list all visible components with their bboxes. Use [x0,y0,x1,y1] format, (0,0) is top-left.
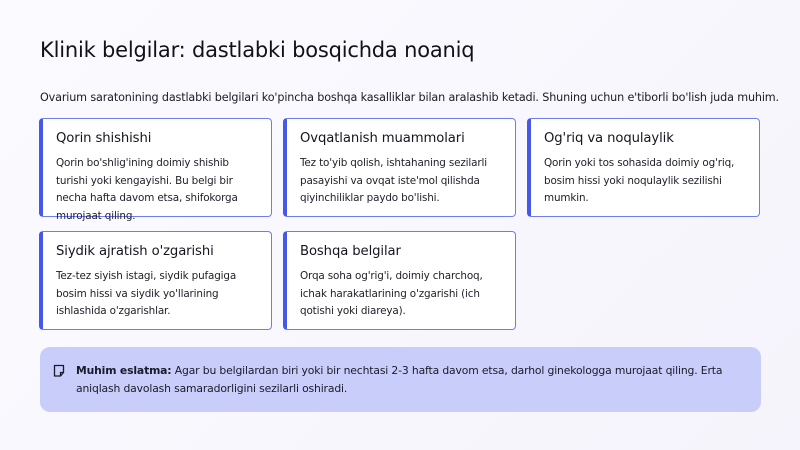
card-text: Qorin yoki tos sohasida doimiy og'riq, bosim hissi yoki noqulaylik sezilishi mumkin. [544,157,735,204]
card-title: Siydik ajratish o'zgarishi [56,244,214,259]
note-body: Agar bu belgilardan biri yoki bir nechtasi 2-3 hafta davom etsa, darhol ginekologga murojaat qiling. Erta aniqlash davolash samaradorligini sezilarli oshiradi. [76,364,723,395]
important-note [40,347,761,412]
note-label: Muhim eslatma: [76,364,172,377]
card-text: Tez to'yib qolish, ishtahaning sezilarli pasayishi va ovqat iste'mol qilishda qiyinchiliklar paydo bo'lishi. [300,157,487,204]
card-title: Boshqa belgilar [300,244,401,259]
card-text: Tez-tez siyish istagi, siydik pufagiga bosim hissi va siydik yo'llarining ishlashida o'zgarishlar. [56,270,237,317]
card-title: Ovqatlanish muammolari [300,131,465,146]
card-title: Og'riq va noqulaylik [544,131,674,146]
symptom-card-other [283,231,516,330]
intro-text: Ovarium saratonining dastlabki belgilari ko'pincha boshqa kasalliklar bilan aralashib ketadi. Shuning uchun e'tiborli bo'lish juda muhim. [40,91,779,104]
note-text [76,362,741,397]
symptom-card-bloating [39,118,272,222]
page-title: Klinik belgilar: dastlabki bosqichda noaniq [40,38,475,62]
symptom-card-urination [39,231,272,330]
card-title: Qorin shishishi [56,131,152,146]
note-icon [52,363,66,377]
card-text: Orqa soha og'rig'i, doimiy charchoq, ichak harakatlarining o'zgarishi (ich qotishi yoki diareya). [300,270,483,317]
card-text: Qorin bo'shlig'ining doimiy shishib turishi yoki kengayishi. Bu belgi bir necha hafta davom etsa, shifokorga murojaat qiling. [56,157,238,222]
symptom-card-eating-problems [283,118,516,217]
symptom-card-pain [527,118,760,217]
